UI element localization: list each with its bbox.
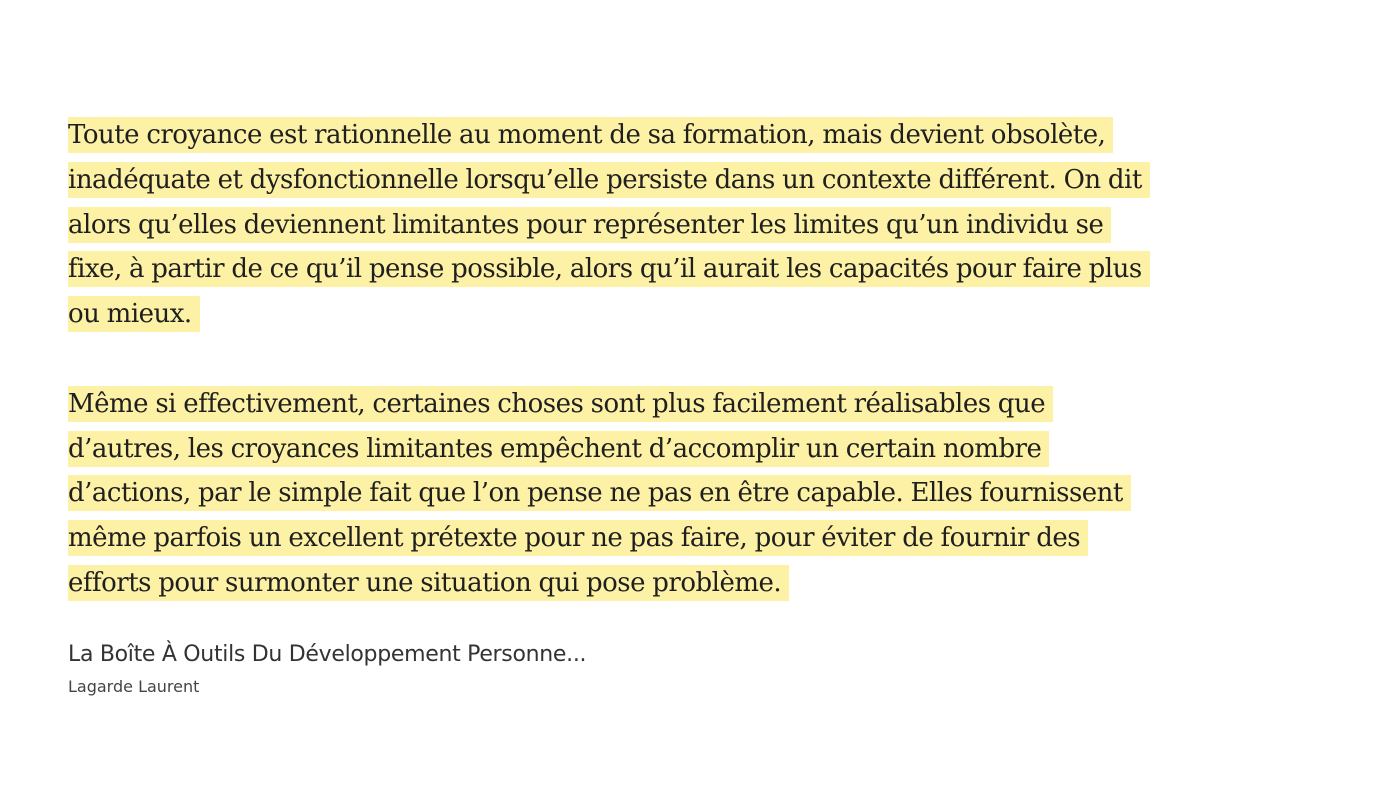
book-author: Lagarde Laurent [68, 677, 200, 696]
quote-line: ou mieux. [68, 292, 1268, 337]
book-title: La Boîte À Outils Du Développement Personne... [68, 642, 587, 667]
quote-line: même parfois un excellent prétexte pour ne pas faire, pour éviter de fournir des [68, 516, 1268, 561]
quote-line: fixe, à partir de ce qu’il pense possible, alors qu’il aurait les capacités pour faire plus [68, 247, 1268, 292]
quote-line: d’actions, par le simple fait que l’on pense ne pas en être capable. Elles fournissent [68, 471, 1268, 516]
quote-line: alors qu’elles deviennent limitantes pour représenter les limites qu’un individu se [68, 203, 1268, 248]
quote-line: inadéquate et dysfonctionnelle lorsqu’elle persiste dans un contexte différent. On dit [68, 158, 1268, 203]
quote-line: Toute croyance est rationnelle au moment de sa formation, mais devient obsolète, [68, 113, 1268, 158]
highlighted-quote [68, 113, 1268, 606]
book-info [68, 638, 968, 700]
quote-paragraph-1 [68, 113, 1268, 337]
quote-line: Même si effectivement, certaines choses sont plus facilement réalisables que [68, 382, 1268, 427]
quote-line: d’autres, les croyances limitantes empêchent d’accomplir un certain nombre [68, 427, 1268, 472]
quote-paragraph-2 [68, 382, 1268, 606]
quote-line: efforts pour surmonter une situation qui pose problème. [68, 561, 1268, 606]
